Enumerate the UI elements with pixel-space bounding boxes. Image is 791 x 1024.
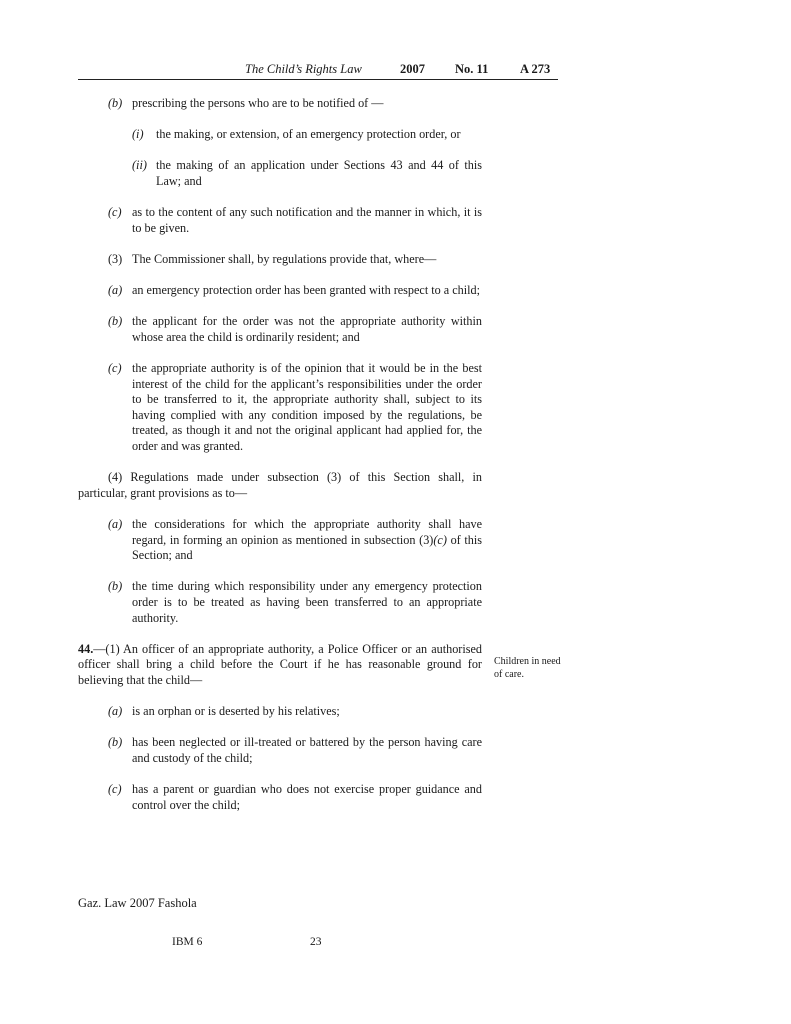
footer-gazette: Gaz. Law 2007 Fashola <box>78 896 197 910</box>
header-title: The Child’s Rights Law <box>245 62 362 76</box>
clause-b-applicant <box>78 314 482 345</box>
clause-marker: (c) <box>108 205 122 220</box>
clause-c-guardian <box>78 782 482 813</box>
clause-ii-application <box>78 158 482 189</box>
section-44 <box>78 642 482 689</box>
clause-text: the time during which responsibility under any emergency protection order is to be treated as having been transferred to an appropriate authority. <box>132 579 482 625</box>
subsection-text: The Commissioner shall, by regulations provide that, where— <box>132 251 437 266</box>
subsection-text: (4) Regulations made under subsection (3) of this Section shall, in particular, grant provisions as to— <box>78 470 482 500</box>
clause-marker: (a) <box>108 704 123 719</box>
clause-marker: (b) <box>108 579 123 594</box>
clause-text: the appropriate authority is of the opinion that it would be in the best interest of the child for the applicant’s responsibilities under the order to be transferred to it, the appropriate authority shall, subject to its having complied with any condition imposed by the regulations, be treated, as though it and not the original applicant had applied for, the order and was granted. <box>132 361 482 454</box>
footer-number: 23 <box>310 936 322 948</box>
margin-note: Children in need of care. <box>494 656 561 680</box>
clause-i-extension <box>78 127 482 143</box>
header-year: 2007 <box>400 62 425 76</box>
clause-a-granted <box>78 283 482 299</box>
clause-a-considerations <box>78 517 482 564</box>
subsection-4 <box>78 470 482 501</box>
clause-b-notified <box>78 96 482 112</box>
subsection-reference: (c) <box>433 532 447 547</box>
clause-text-end: of this Section; and <box>132 532 482 563</box>
clause-c-opinion <box>78 361 482 455</box>
clause-a-orphan <box>78 704 482 720</box>
header-number: No. 11 <box>455 62 489 76</box>
clause-b-neglected <box>78 735 482 766</box>
clause-text: an emergency protection order has been granted with respect to a child; <box>132 283 480 298</box>
clause-text: has a parent or guardian who does not exercise proper guidance and control over the child; <box>132 782 482 812</box>
subsection-3 <box>78 252 482 268</box>
section-number: 44. <box>78 641 94 656</box>
footer-ibm-code: IBM 6 <box>172 936 203 948</box>
clause-marker: (ii) <box>132 158 147 173</box>
clause-text: the making, or extension, of an emergency protection order, or <box>156 127 461 142</box>
clause-marker: (b) <box>108 96 123 110</box>
clause-text: the considerations for which the appropriate authority shall have regard, in forming an opinion as mentioned in subsection (3) <box>132 517 482 547</box>
clause-text: is an orphan or is deserted by his relatives; <box>132 704 340 719</box>
clause-c-content <box>78 205 482 236</box>
clause-b-time <box>78 579 482 626</box>
clause-text: the making of an application under Sections 43 and 44 of this Law; and <box>156 158 482 188</box>
subsection-number: (3) <box>108 251 123 266</box>
clause-text: the applicant for the order was not the appropriate authority within whose area the child is ordinarily resident; and <box>132 314 482 344</box>
clause-text: has been neglected or ill-treated or battered by the person having care and custody of the child; <box>132 735 482 765</box>
clause-marker: (a) <box>108 283 123 298</box>
clause-text: as to the content of any such notification and the manner in which, it is to be given. <box>132 205 482 235</box>
clause-marker: (c) <box>108 782 122 797</box>
clause-marker: (i) <box>132 127 144 142</box>
document-body <box>78 96 482 829</box>
clause-marker: (b) <box>108 314 123 329</box>
running-header <box>78 62 558 80</box>
section-text: —(1) An officer of an appropriate authority, a Police Officer or an authorised officer shall bring a child before the Court if he has reasonable ground for believing that the child— <box>78 641 482 687</box>
header-page-number: A 273 <box>520 62 551 76</box>
clause-text: prescribing the persons who are to be notified of — <box>132 96 384 110</box>
clause-marker: (c) <box>108 361 122 376</box>
clause-marker: (a) <box>108 517 123 532</box>
clause-marker: (b) <box>108 735 123 750</box>
